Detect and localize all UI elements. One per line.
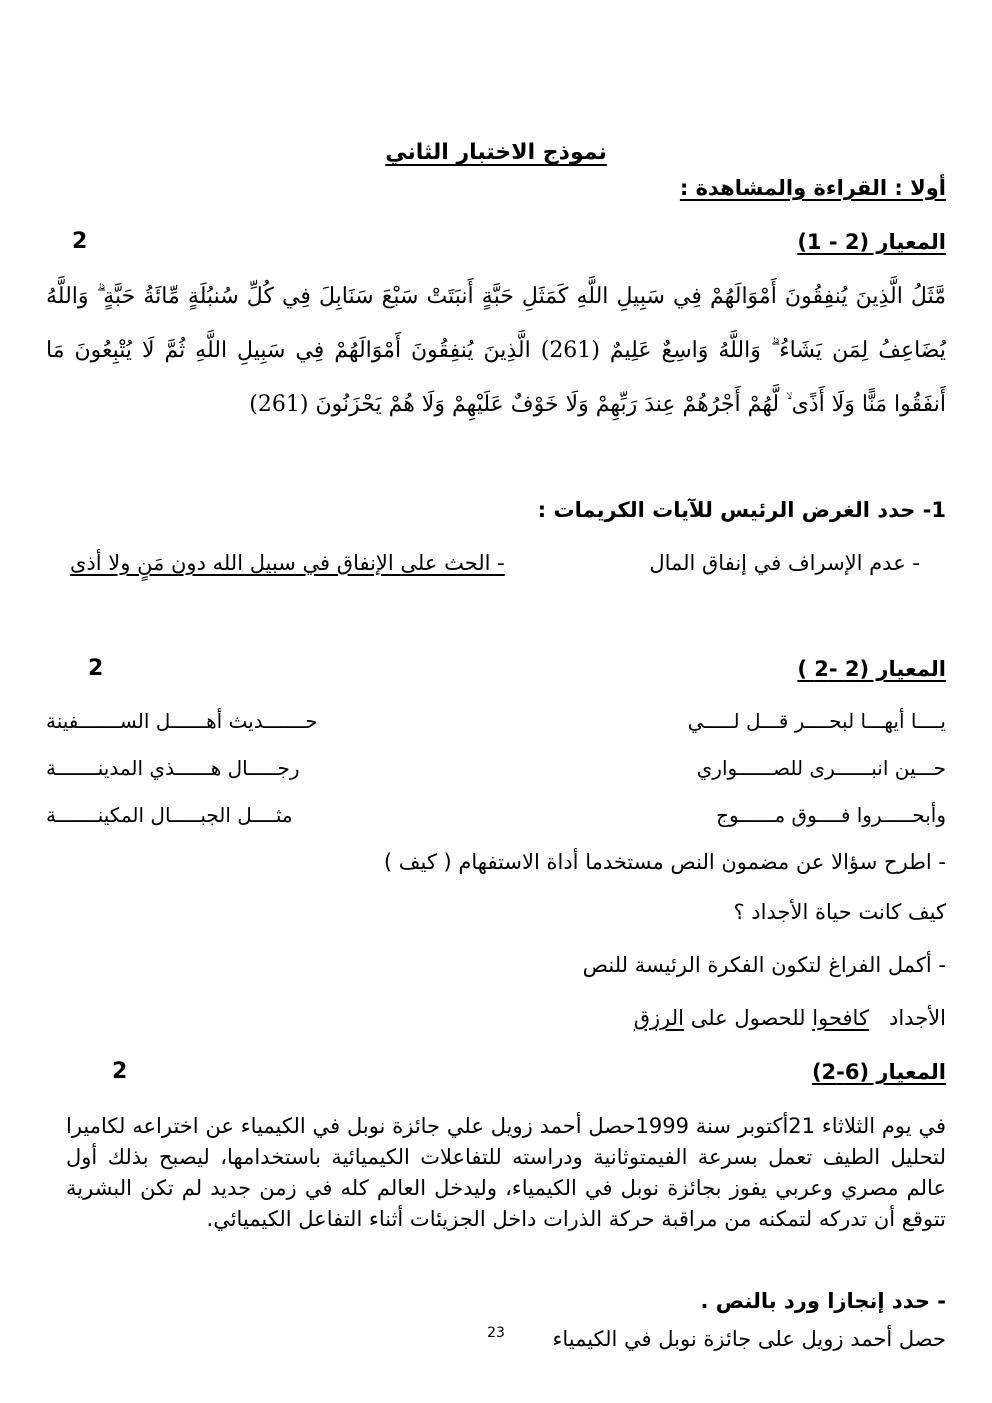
- answer-option-b: - الحث على الإنفاق في سبيل الله دون مَنٍ ولا أذى: [70, 551, 505, 575]
- answer-option-a: - عدم الإسراف في إنفاق المال: [649, 551, 920, 575]
- criterion-1-label: المعيار (2 - 1): [797, 230, 946, 254]
- answer-2b-word2: الرزق: [633, 1006, 684, 1030]
- criterion-2-score: 2: [88, 656, 104, 681]
- question-2a: - اطرح سؤالا عن مضمون النص مستخدما أداة الاستفهام ( كيف ): [383, 850, 946, 874]
- criterion-2-label: المعيار (2 -2 ): [797, 657, 946, 681]
- poem-line-1-right: يــــا أيهـــا لبحــــر قـــل لـــــي: [687, 709, 946, 733]
- answer-2b-prefix: الأجداد: [888, 1006, 946, 1030]
- criterion-3-score: 2: [112, 1059, 128, 1084]
- question-1: 1- حدد الغرض الرئيس للآيات الكريمات :: [537, 498, 946, 522]
- poem-line-1-left: حـــــــديث أهــــــل الســـــــفينة: [46, 709, 318, 733]
- section-heading: أولا : القراءة والمشاهدة :: [679, 176, 946, 200]
- answer-3: حصل أحمد زويل على جائزة نوبل في الكيمياء: [552, 1327, 946, 1351]
- answer-2b: [634, 1006, 946, 1030]
- question-2b: - أكمل الفراغ لتكون الفكرة الرئيسة للنص: [582, 953, 946, 977]
- page-title: نموذج الاختبار الثاني: [385, 140, 607, 165]
- page-number: 23: [487, 1325, 505, 1341]
- zewail-paragraph: في يوم الثلاثاء 21أكتوبر سنة 1999حصل أحمد زويل علي جائزة نوبل في الكيمياء عن اختراعه لكاميرا لتحليل الطيف تعمل بسرعة الفيمتوثانية ودراسته للتفاعلات الكيميائية باستخدامها، ليصبح بذلك أول عالم مصري وعربي يفوز بجائزة نوبل في الكيمياء، وليدخل العالم كله في زمن جديد لم تكن البشرية تتوقع أن تدركه لتمكنه من مراقبة حركة الذرات داخل الجزيئات أثناء التفاعل الكيميائي.: [66, 1114, 946, 1231]
- answer-2a: كيف كانت حياة الأجداد ؟: [733, 900, 946, 924]
- poem-line-3-left: مثــــل الجبـــــال المكينـــــــة: [46, 803, 293, 827]
- criterion-3-label: المعيار (6-2): [811, 1060, 946, 1084]
- poem-line-3-right: وأبحـــــروا فــــوق مــــــوج: [716, 803, 946, 827]
- poem-line-2-left: رجـــــال هــــــذي المدينـــــــة: [46, 756, 300, 780]
- answer-2b-middle: للحصول على: [690, 1006, 806, 1030]
- question-3: - حدد إنجازا ورد بالنص .: [700, 1289, 946, 1313]
- answer-2b-word1: كافحوا: [812, 1006, 869, 1030]
- poem-line-2-right: حـــين انبــــــرى للصــــــواري: [696, 756, 946, 780]
- quran-verses: مَّثَلُ الَّذِينَ يُنفِقُونَ أَمْوَالَهُمْ فِي سَبِيلِ اللَّهِ كَمَثَلِ حَبَّةٍ أَنبَتَتْ سَبْعَ سَنَابِلَ فِي كُلِّ سُنبُلَةٍ مِّائَةُ حَبَّةٍ ۗ وَاللَّهُ يُضَاعِفُ لِمَن يَشَاءُ ۗ وَاللَّهُ وَاسِعٌ عَلِيمٌ (261) الَّذِينَ يُنفِقُونَ أَمْوَالَهُمْ فِي سَبِيلِ اللَّهِ ثُمَّ لَا يُتْبِعُونَ مَا أَنفَقُوا مَنًّا وَلَا أَذًى ۙ لَّهُمْ أَجْرُهُمْ عِندَ رَبِّهِمْ وَلَا خَوْفٌ عَلَيْهِمْ وَلَا هُمْ يَحْزَنُونَ (261): [46, 284, 946, 417]
- criterion-1-score: 2: [72, 229, 88, 254]
